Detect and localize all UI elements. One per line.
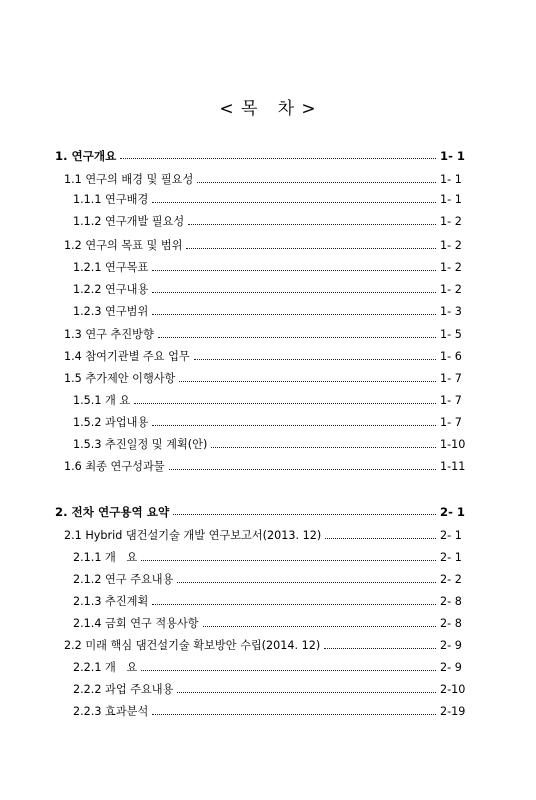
toc-entry-page: 2- 9 (440, 661, 462, 674)
toc-entry-page: 2- 2 (440, 573, 462, 586)
toc-entry (73, 615, 470, 633)
toc-dot-leader (179, 381, 436, 382)
toc-dot-leader (152, 604, 436, 605)
toc-entry-page: 1- 6 (440, 350, 462, 363)
toc-dot-leader (152, 202, 436, 203)
toc-entry (64, 171, 470, 189)
toc-entry-page: 1- 7 (440, 372, 462, 385)
toc-dot-leader (177, 692, 436, 693)
toc-dot-leader (152, 314, 436, 315)
toc-entry-page: 2- 1 (440, 551, 462, 564)
toc-dot-leader (152, 270, 436, 271)
toc-entry (73, 593, 470, 611)
toc-entry-label: 2.2 미래 핵심 댐건설기술 확보방안 수립(2014. 12) (64, 639, 321, 652)
toc-dot-leader (152, 292, 436, 293)
toc-entry (64, 458, 470, 476)
toc-dot-leader (325, 538, 436, 539)
toc-entry-page: 1- 7 (440, 416, 462, 429)
toc-entry-page: 2- 9 (440, 639, 462, 652)
toc-dot-leader (188, 224, 436, 225)
toc-entry (73, 259, 470, 277)
toc-entry-page: 2- 8 (440, 595, 462, 608)
toc-entry (64, 348, 470, 366)
toc-entry (73, 436, 470, 454)
toc-entry (73, 213, 470, 231)
toc-dot-leader (120, 158, 436, 159)
toc-dot-leader (186, 248, 436, 249)
toc-entry (73, 549, 470, 567)
toc-entry-label: 1.1.2 연구개발 필요성 (73, 215, 185, 228)
toc-entry (73, 703, 470, 721)
toc-entry-page: 1- 2 (440, 283, 462, 296)
toc-entry-label: 1. 연구개요 (55, 149, 117, 163)
toc-dot-leader (141, 670, 436, 671)
toc-entry (73, 392, 470, 410)
toc-entry (64, 237, 470, 255)
toc-entry-label: 2.2.1 개 요 (73, 661, 138, 674)
toc-entry-label: 1.1 연구의 배경 및 필요성 (64, 173, 194, 186)
toc-entry (73, 414, 470, 432)
toc-entry-page: 1-11 (440, 460, 466, 473)
toc-entry-page: 1- 5 (440, 328, 462, 341)
toc-entry-page: 1-10 (440, 438, 466, 451)
toc-entry-page: 1- 2 (440, 261, 462, 274)
toc-entry (73, 571, 470, 589)
toc-entry-page: 2- 1 (440, 505, 465, 519)
toc-entry (73, 191, 470, 209)
toc-dot-leader (152, 425, 436, 426)
toc-entry (64, 370, 470, 388)
toc-entry-label: 1.2.2 연구내용 (73, 283, 149, 296)
toc-entry (73, 659, 470, 677)
toc-entry-page: 2- 8 (440, 617, 462, 630)
toc-entry-label: 2.1.1 개 요 (73, 551, 138, 564)
toc-dot-leader (158, 337, 436, 338)
toc-entry-label: 1.5.3 추진일정 및 계획(안) (73, 438, 208, 451)
toc-dot-leader (173, 514, 436, 515)
toc-entry-page: 2-10 (440, 683, 466, 696)
toc-dot-leader (134, 403, 436, 404)
toc-entry-label: 1.5.2 과업내용 (73, 416, 149, 429)
toc-entry-label: 2.1.3 추진계획 (73, 595, 149, 608)
toc-title: < 목 차 > (219, 99, 317, 119)
toc-entry-page: 1- 1 (440, 193, 462, 206)
toc-entry-label: 2.2.2 과업 주요내용 (73, 683, 174, 696)
toc-entry (73, 681, 470, 699)
toc-entry-page: 2- 1 (440, 529, 462, 542)
toc-entry-label: 1.2.1 연구목표 (73, 261, 149, 274)
toc-entry-label: 1.6 최종 연구성과물 (64, 460, 165, 473)
toc-entry (55, 147, 470, 165)
toc-entry-page: 1- 1 (440, 149, 465, 163)
toc-entry-label: 2. 전차 연구용역 요약 (55, 505, 170, 519)
toc-entry-label: 1.5.1 개 요 (73, 394, 131, 407)
toc-dot-leader (203, 626, 436, 627)
toc-entry-label: 1.5 추가제안 이행사항 (64, 372, 176, 385)
toc-dot-leader (211, 447, 436, 448)
toc-dot-leader (152, 714, 436, 715)
toc-entry-label: 2.1.4 금회 연구 적용사항 (73, 617, 199, 630)
toc-entry-page: 1- 2 (440, 239, 462, 252)
toc-entry-page: 2-19 (440, 705, 466, 718)
toc-entry (73, 303, 470, 321)
toc-dot-leader (177, 582, 436, 583)
toc-entry-page: 1- 2 (440, 215, 462, 228)
toc-entry-label: 1.1.1 연구배경 (73, 193, 149, 206)
toc-entry-label: 1.2 연구의 목표 및 범위 (64, 239, 183, 252)
toc-entry-label: 2.1.2 연구 주요내용 (73, 573, 174, 586)
toc-dot-leader (197, 182, 436, 183)
toc-entry-label: 2.1 Hybrid 댐건설기술 개발 연구보고서(2013. 12) (64, 529, 322, 542)
toc-entry (64, 637, 470, 655)
toc-dot-leader (141, 560, 436, 561)
toc-entry-label: 1.2.3 연구범위 (73, 305, 149, 318)
toc-entry-page: 1- 3 (440, 305, 462, 318)
toc-entry (73, 281, 470, 299)
toc-entry-label: 2.2.3 효과분석 (73, 705, 149, 718)
toc-entry (64, 326, 470, 344)
toc-dot-leader (194, 359, 436, 360)
toc-entry (55, 503, 470, 521)
toc-dot-leader (324, 648, 436, 649)
toc-dot-leader (169, 469, 436, 470)
toc-entry-page: 1- 7 (440, 394, 462, 407)
toc-entry-label: 1.3 연구 추진방향 (64, 328, 154, 341)
toc-entry-label: 1.4 참여기관별 주요 업무 (64, 350, 190, 363)
toc-entry (64, 527, 470, 545)
toc-entry-page: 1- 1 (440, 173, 462, 186)
